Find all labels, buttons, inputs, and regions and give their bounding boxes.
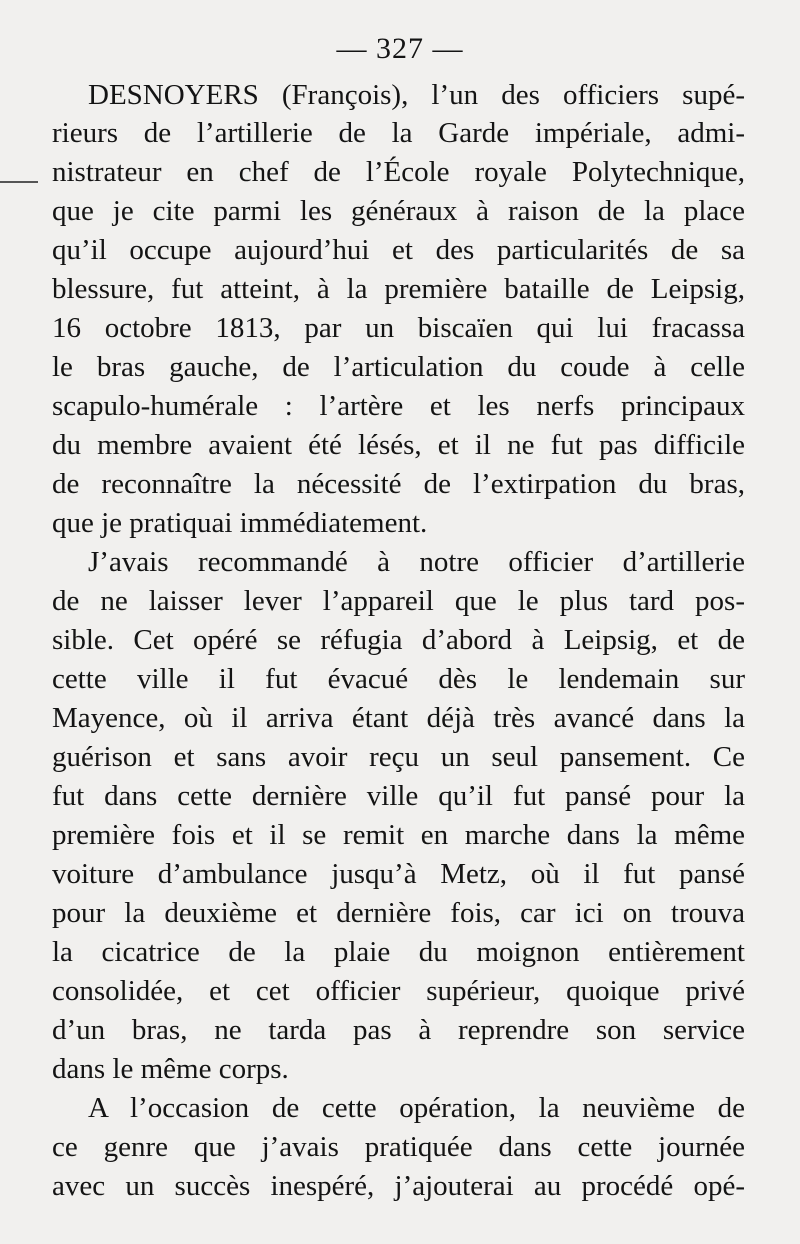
text-line-18: guérison et sans avoir reçu un seul pansement. Ce (52, 741, 745, 773)
text-line-14: de ne laisser lever l’appareil que le plus tard pos- (52, 585, 745, 617)
text-line-22: pour la deuxième et dernière fois, car ici on trouva (52, 897, 745, 929)
page-number: — 327 — (336, 32, 464, 65)
text-line-15: sible. Cet opéré se réfugia d’abord à Leipsig, et de (52, 624, 745, 656)
text-line-10: du membre avaient été lésés, et il ne fut pas difficile (52, 429, 745, 461)
text-line-24: consolidée, et cet officier supérieur, quoique privé (52, 975, 745, 1007)
text-line-25: d’un bras, ne tarda pas à reprendre son service (52, 1014, 745, 1046)
text-line-16: cette ville il fut évacué dès le lendemain sur (52, 663, 745, 695)
text-line-29: avec un succès inespéré, j’ajouterai au procédé opé- (52, 1170, 745, 1202)
text-line-6: blessure, fut atteint, à la première bataille de Leipsig, (52, 273, 745, 305)
text-line-7: 16 octobre 1813, par un biscaïen qui lui fracassa (52, 312, 745, 344)
text-line-20: première fois et il se remit en marche dans la même (52, 819, 745, 851)
text-line-17: Mayence, où il arriva étant déjà très avancé dans la (52, 702, 745, 734)
text-line-27: A l’occasion de cette opération, la neuvième de (88, 1092, 745, 1124)
text-line-28: ce genre que j’avais pratiquée dans cette journée (52, 1131, 745, 1163)
text-line-19: fut dans cette dernière ville qu’il fut pansé pour la (52, 780, 745, 812)
text-line-4: que je cite parmi les généraux à raison de la place (52, 195, 745, 227)
text-line-13: J’avais recommandé à notre officier d’artillerie (88, 546, 745, 578)
text-line-23: la cicatrice de la plaie du moignon entièrement (52, 936, 745, 968)
text-line-3: nistrateur en chef de l’École royale Polytechnique, (52, 156, 745, 188)
text-line-21: voiture d’ambulance jusqu’à Metz, où il fut pansé (52, 858, 745, 890)
text-line-26: dans le même corps. (52, 1053, 289, 1085)
text-line-12: que je pratiquai immédiatement. (52, 507, 428, 539)
text-line-8: le bras gauche, de l’articulation du coude à celle (52, 351, 745, 383)
text-line-1: DESNOYERS (François), l’un des officiers supé- (88, 79, 745, 111)
text-line-9: scapulo-humérale : l’artère et les nerfs principaux (52, 390, 745, 422)
margin-mark (0, 181, 38, 183)
text-line-5: qu’il occupe aujourd’hui et des particularités de sa (52, 234, 745, 266)
text-line-2: rieurs de l’artillerie de la Garde impériale, admi- (52, 117, 745, 149)
text-line-11: de reconnaître la nécessité de l’extirpation du bras, (52, 468, 745, 500)
